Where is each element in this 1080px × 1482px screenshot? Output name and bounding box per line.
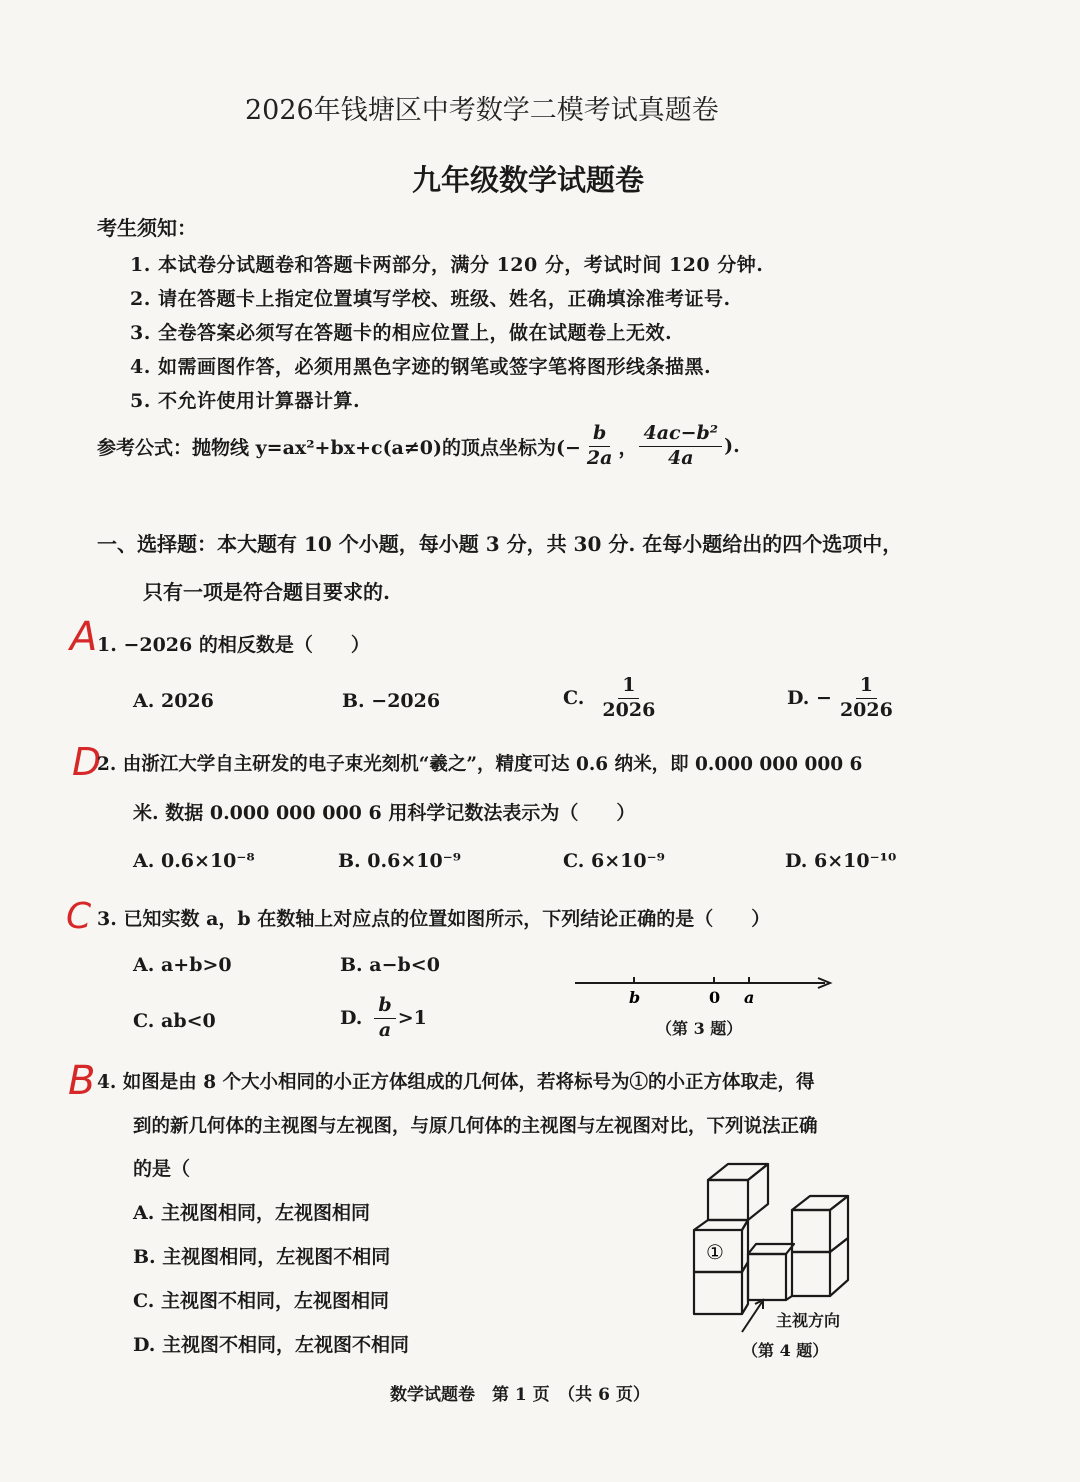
q4-handwritten-answer: B [68,1058,96,1104]
q3-option-d-tail: >1 [397,1007,427,1030]
q3-option-c: C. ab<0 [133,1010,216,1032]
formula-fraction-1-num: b [589,424,610,447]
q1-option-c [563,676,661,721]
q1-option-c-num: 1 [618,676,639,699]
q3-option-d-fraction [374,996,395,1041]
formula-fraction-2-num: 4ac−b² [639,424,722,447]
formula-separator: ， [618,436,638,459]
q4-option-d: D. 主视图不相同，左视图不相同 [133,1334,410,1356]
q2-stem-line-1: 2. 由浙江大学自主研发的电子束光刻机“羲之”，精度可达 0.6 纳米，即 0.000 000 000 6 [97,754,863,775]
label-0: 0 [709,988,721,1007]
formula-fraction-2-den: 4a [668,446,694,469]
q1-option-c-fraction [598,676,659,721]
notice-heading: 考生须知： [97,216,197,240]
q1-option-d-den: 2026 [839,698,893,721]
q4-option-a: A. 主视图相同，左视图相同 [133,1202,370,1224]
label-a: a [744,988,755,1007]
view-direction-arrow [736,1296,776,1336]
q4-stem-line-3: 的是（ [133,1158,191,1180]
q1-option-d [787,676,899,721]
notice-item-2: 2. 请在答题卡上指定位置填写学校、班级、姓名，正确填涂准考证号. [130,288,731,310]
q2-handwritten-answer: D [72,740,102,784]
q4-stem-line-2: 到的新几何体的主视图与左视图，与原几何体的主视图与左视图对比，下列说法正确 [133,1116,818,1137]
q1-handwritten-answer: A [70,614,98,660]
q1-option-a: A. 2026 [133,690,214,712]
q3-option-d [340,996,427,1041]
reference-formula [97,424,740,469]
q3-option-b: B. a−b<0 [340,954,440,976]
section-1-heading: 一、选择题：本大题有 10 个小题，每小题 3 分，共 30 分. 在每小题给出的四个选项中， [97,532,903,556]
q2-stem-line-2: 米. 数据 0.000 000 000 6 用科学记数法表示为（ ） [133,802,636,824]
q1-stem: 1. −2026 的相反数是（ ） [97,634,370,656]
q1-option-d-fraction [836,676,897,721]
q4-option-c: C. 主视图不相同，左视图相同 [133,1290,390,1312]
notice-item-4: 4. 如需画图作答，必须用黑色字迹的钢笔或签字笔将图形线条描黑. [130,356,712,378]
formula-fraction-1 [583,424,617,469]
q3-handwritten-answer: C [66,896,92,937]
q4-stem-line-1: 4. 如图是由 8 个大小相同的小正方体组成的几何体，若将标号为①的小正方体取走，得 [97,1072,815,1093]
view-direction-label: 主视方向 [776,1311,841,1330]
formula-fraction-2 [639,424,722,469]
q1-option-d-label: D. − [787,687,832,710]
formula-fraction-1-den: 2a [586,446,613,469]
q3-number-line [570,966,840,1016]
q4-option-b: B. 主视图相同，左视图不相同 [133,1246,391,1268]
notice-item-1: 1. 本试卷分试题卷和答题卡两部分，满分 120 分，考试时间 120 分钟. [130,254,764,276]
q1-option-c-den: 2026 [602,698,656,721]
q3-option-d-den: a [378,1018,392,1041]
q3-option-a: A. a+b>0 [133,954,232,976]
q3-option-d-num: b [374,996,395,1019]
label-b: b [629,988,641,1007]
formula-label: 参考公式： [97,436,193,459]
q1-option-c-label: C. [563,687,585,710]
q3-stem: 3. 已知实数 a，b 在数轴上对应点的位置如图所示，下列结论正确的是（ ） [97,908,771,930]
q4-figure-caption: （第 4 题） [742,1341,829,1360]
page-footer: 数学试题卷 第 1 页 （共 6 页） [390,1385,650,1405]
section-1-heading-cont: 只有一项是符合题目要求的. [143,580,390,604]
notice-item-3: 3. 全卷答案必须写在答题卡的相应位置上，做在试题卷上无效. [130,322,673,344]
formula-text: 抛物线 y=ax²+bx+c(a≠0)的顶点坐标为(− [192,436,581,459]
q2-option-b: B. 0.6×10⁻⁹ [338,850,462,872]
q1-option-b: B. −2026 [342,690,441,712]
q2-option-d: D. 6×10⁻¹⁰ [785,850,897,872]
paper-subtitle: 九年级数学试题卷 [412,163,645,197]
q2-option-c: C. 6×10⁻⁹ [563,850,665,872]
exam-title: 2026年钱塘区中考数学二模考试真题卷 [245,95,719,126]
q1-option-d-num: 1 [856,676,877,699]
formula-close: ). [724,435,740,458]
q3-option-d-label: D. [340,1007,363,1030]
notice-item-5: 5. 不允许使用计算器计算. [130,390,361,412]
q2-option-a: A. 0.6×10⁻⁸ [133,850,255,872]
cube-label-1: ① [706,1240,724,1264]
q3-figure-caption: （第 3 题） [656,1019,743,1038]
